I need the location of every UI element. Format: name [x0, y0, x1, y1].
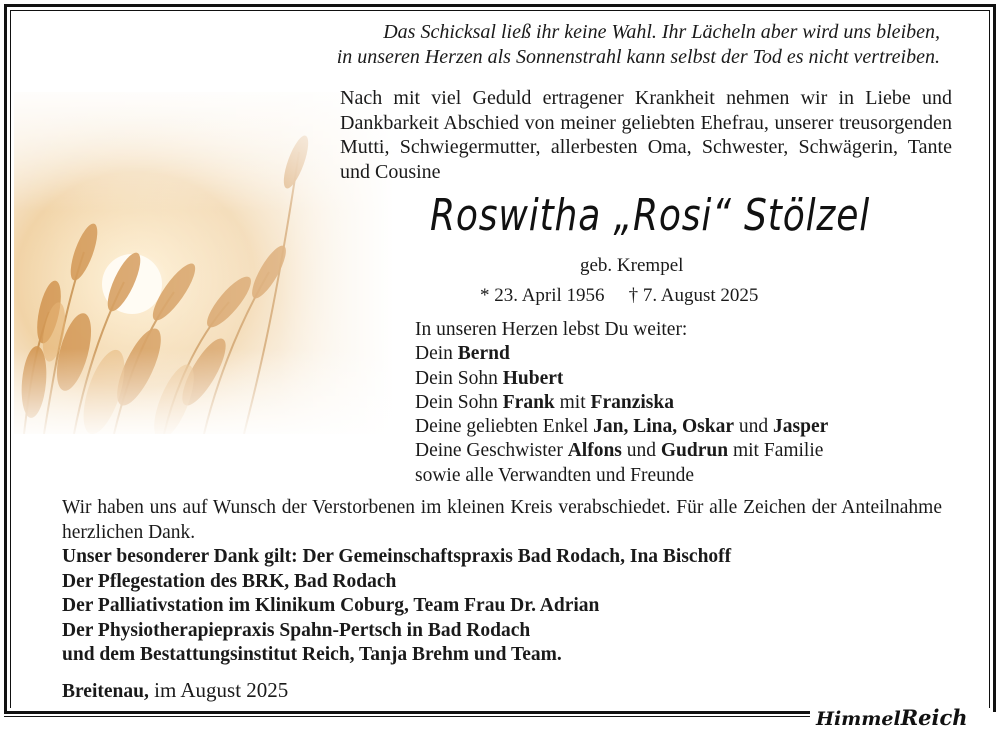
thanks-line: Der Palliativstation im Klinikum Coburg, Team Frau Dr. Adrian	[62, 595, 600, 616]
bottom-rule-thin	[4, 716, 810, 717]
mourner-line: sowie alle Verwandten und Freunde	[415, 464, 695, 486]
place-date-text: im August 2025	[148, 678, 289, 702]
birth-date: * 23. April 1956	[480, 285, 605, 306]
mourner-line: Deine geliebten Enkel Jan, Lina, Oskar und Jasper	[415, 416, 829, 438]
birth-name: geb. Krempel	[580, 255, 684, 276]
life-dates	[480, 285, 758, 307]
place-date	[62, 678, 288, 703]
thanks-section	[62, 496, 942, 668]
place-town: Breitenau,	[62, 681, 149, 702]
thanks-line: Der Pflegestation des BRK, Bad Rodach	[62, 570, 397, 592]
motto-line-2: in unseren Herzen als Sonnenstrahl kann selbst der Tod es nicht vertreiben.	[336, 46, 940, 68]
motto	[60, 20, 940, 70]
himmelreich-logo: HimmelReich	[816, 705, 968, 730]
motto-line-1: Das Schicksal ließ ihr keine Wahl. Ihr Lächeln aber wird uns bleiben,	[383, 21, 940, 43]
bottom-rule	[4, 711, 810, 714]
thanks-text: Wir haben uns auf Wunsch der Verstorbenen im kleinen Kreis verabschiedet. Für alle Zeichen der Anteilnahme herzlichen Dank.	[62, 497, 942, 543]
deceased-name: Roswitha „Rosi“ Stölzel	[430, 190, 871, 241]
mourners-heading: In unseren Herzen lebst Du weiter:	[415, 319, 688, 340]
mourners-list	[415, 318, 828, 488]
thanks-line: Der Physiotherapiepraxis Spahn-Pertsch in Bad Rodach	[62, 619, 531, 641]
mourner-line: Dein Sohn Hubert	[415, 367, 564, 389]
mourner-line: Dein Sohn Frank mit Franziska	[415, 391, 674, 413]
mourner-line: Deine Geschwister Alfons und Gudrun mit Familie	[415, 440, 824, 462]
death-date: † 7. August 2025	[628, 285, 759, 306]
mourner-line: Dein Bernd	[415, 343, 510, 365]
wheat-sunset-image	[14, 92, 394, 434]
intro-text: Nach mit viel Geduld ertragener Krankheit nehmen wir in Liebe und Dankbarkeit Abschied von meiner geliebten Ehefrau, unserer treusorgenden Mutti, Schwiegermutter, allerbesten Oma, Schwester, Schwägerin, Tante und Cousine	[340, 87, 952, 183]
thanks-line: Unser besonderer Dank gilt: Der Gemeinschaftspraxis Bad Rodach, Ina Bischoff	[62, 546, 732, 567]
thanks-line: und dem Bestattungsinstitut Reich, Tanja Brehm und Team.	[62, 644, 562, 665]
